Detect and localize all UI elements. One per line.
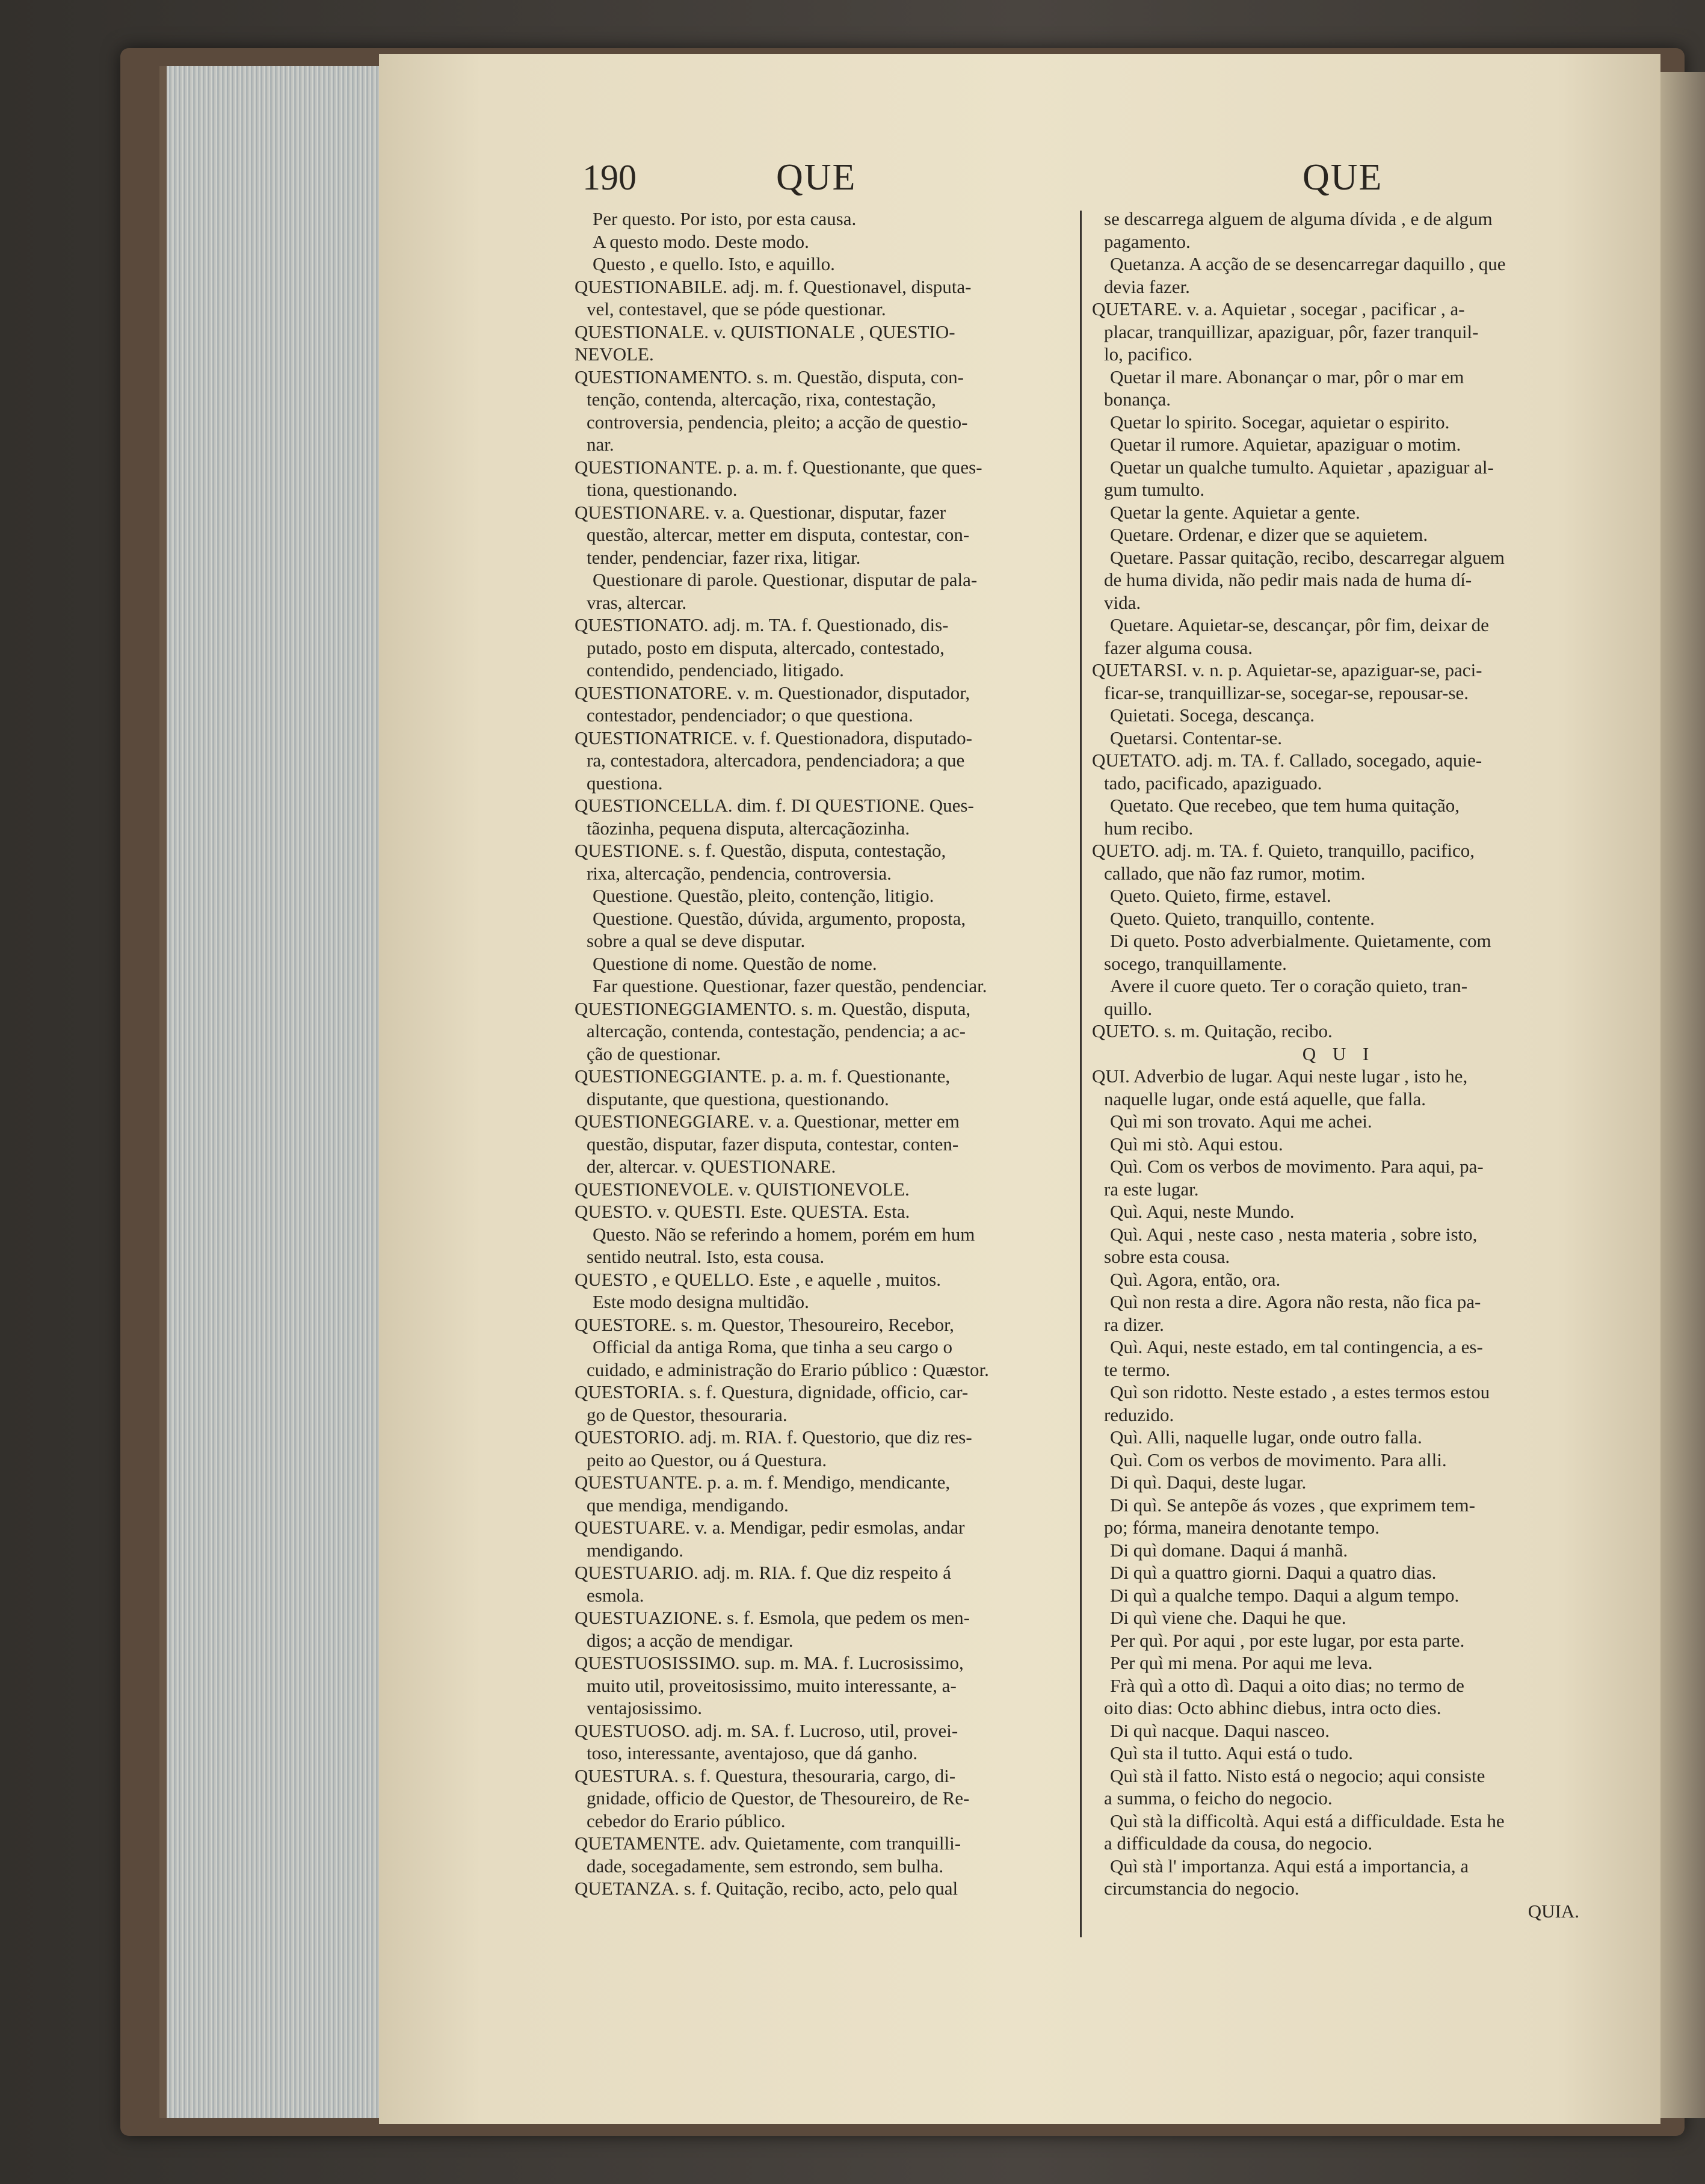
- entry-line: hum recibo.: [1104, 817, 1194, 839]
- entry-line: QUESTIONATO. adj. m. TA. f. Questionado, dis-: [575, 614, 949, 635]
- page-edges: [159, 66, 395, 2118]
- entry-line: Quetare. Aquietar-se, descançar, pôr fim, deixar de: [1110, 614, 1489, 635]
- entry-line: Di quì viene che. Daqui he que.: [1110, 1607, 1346, 1628]
- entry-line: QUETATO. adj. m. TA. f. Callado, socegado, aquie-: [1092, 750, 1482, 771]
- entry-line: callado, que não faz rumor, motim.: [1104, 862, 1366, 884]
- entry-line: QUESTIONAMENTO. s. m. Questão, disputa, con-: [575, 366, 964, 387]
- entry-line: Questionare di parole. Questionar, disputar de pala-: [593, 569, 978, 590]
- entry-line: QUETARSI. v. n. p. Aquietar-se, apaziguar-se, paci-: [1092, 659, 1482, 680]
- entry-line: tiona, questionando.: [587, 479, 738, 500]
- entry-line: Quì. Com os verbos de movimento. Para alli.: [1110, 1449, 1447, 1470]
- entry-line: QUIA.: [1528, 1900, 1579, 1922]
- entry-line: Di quì a quattro giorni. Daqui a quatro dias.: [1110, 1562, 1437, 1583]
- entry-line: QUESTIONABILE. adj. m. f. Questionavel, disputa-: [575, 276, 972, 297]
- entry-line: Quetanza. A acção de se desencarregar daquillo , que: [1110, 253, 1506, 274]
- entry-line: Questo , e quello. Isto, e aquillo.: [593, 253, 835, 274]
- entry-line: Per quì mi mena. Por aqui me leva.: [1110, 1652, 1373, 1673]
- entry-line: Quetare. Ordenar, e dizer que se aquietem.: [1110, 524, 1428, 545]
- entry-line: QUETANZA. s. f. Quitação, recibo, acto, pelo qual: [575, 1878, 958, 1899]
- entry-line: placar, tranquillizar, apaziguar, pôr, fazer tranquil-: [1104, 321, 1479, 342]
- entry-line: gnidade, officio de Questor, de Thesoureiro, de Re-: [587, 1788, 970, 1809]
- entry-line: Quì. Agora, então, ora.: [1110, 1268, 1281, 1290]
- page-number: 190: [582, 158, 637, 197]
- entry-line: Di quì nacque. Daqui nasceo.: [1110, 1720, 1330, 1741]
- entry-line: QUESTORIO. adj. m. RIA. f. Questorio, que diz res-: [575, 1427, 972, 1448]
- entry-line: Q U I: [1302, 1043, 1375, 1064]
- entry-line: ra dizer.: [1104, 1313, 1164, 1335]
- entry-line: cuidado, e administração do Erario público : Quæstor.: [587, 1359, 989, 1380]
- entry-line: Quì mi son trovato. Aqui me achei.: [1110, 1111, 1372, 1132]
- entry-line: mendigando.: [587, 1539, 683, 1561]
- entry-line: circumstancia do negocio.: [1104, 1878, 1300, 1899]
- entry-line: QUESTUAZIONE. s. f. Esmola, que pedem os men-: [575, 1607, 970, 1628]
- entry-line: contendido, pendenciado, litigado.: [587, 659, 844, 680]
- entry-line: digos; a acção de mendigar.: [587, 1629, 794, 1651]
- entry-line: quillo.: [1104, 998, 1153, 1019]
- entry-line: tender, pendenciar, fazer rixa, litigar.: [587, 546, 861, 568]
- column-divider: [1080, 211, 1082, 1937]
- entry-line: Questione di nome. Questão de nome.: [593, 952, 877, 974]
- entry-line: Quì. Com os verbos de movimento. Para aqui, pa-: [1110, 1156, 1484, 1177]
- entry-line: QUESTURA. s. f. Questura, thesouraria, cargo, di-: [575, 1765, 956, 1786]
- entry-line: Avere il cuore queto. Ter o coração quieto, tran-: [1110, 975, 1468, 996]
- entry-line: tãozinha, pequena disputa, altercaçãozinha.: [587, 817, 910, 839]
- entry-line: QUESTIONCELLA. dim. f. DI QUESTIONE. Ques-: [575, 795, 974, 816]
- entry-line: gum tumulto.: [1104, 479, 1205, 500]
- entry-line: Quietati. Socega, descança.: [1110, 705, 1315, 726]
- entry-line: Quì. Aqui, neste estado, em tal contingencia, a es-: [1110, 1336, 1483, 1357]
- entry-line: Per quì. Por aqui , por este lugar, por esta parte.: [1110, 1629, 1465, 1651]
- entry-line: te termo.: [1104, 1359, 1171, 1380]
- entry-line: Quì mi stò. Aqui estou.: [1110, 1133, 1283, 1155]
- entry-line: de huma divida, não pedir mais nada de huma dí-: [1104, 569, 1472, 590]
- entry-line: devia fazer.: [1104, 276, 1190, 297]
- entry-line: fazer alguma cousa.: [1104, 637, 1253, 658]
- entry-line: a summa, o feicho do negocio.: [1104, 1788, 1333, 1809]
- entry-line: controversia, pendencia, pleito; a acção de questio-: [587, 411, 968, 433]
- right-column: [1092, 208, 1585, 1922]
- entry-line: Quì son ridotto. Neste estado , a estes termos estou: [1110, 1381, 1490, 1402]
- entry-line: esmola.: [587, 1584, 644, 1606]
- entry-line: Quì stà il fatto. Nisto está o negocio; aqui consiste: [1110, 1765, 1485, 1786]
- entry-line: questão, disputar, fazer disputa, contestar, conten-: [587, 1133, 959, 1155]
- entry-line: toso, interessante, aventajoso, que dá ganho.: [587, 1742, 918, 1763]
- entry-line: QUESTORE. s. m. Questor, Thesoureiro, Recebor,: [575, 1313, 954, 1335]
- entry-line: ficar-se, tranquillizar-se, socegar-se, repousar-se.: [1104, 682, 1469, 703]
- entry-line: vida.: [1104, 591, 1141, 613]
- facing-page-edge: [1660, 72, 1705, 2118]
- entry-line: altercação, contenda, contestação, pendencia; a ac-: [587, 1020, 966, 1041]
- entry-line: reduzido.: [1104, 1404, 1174, 1425]
- entry-line: der, altercar. v. QUESTIONARE.: [587, 1156, 836, 1177]
- entry-line: Questo. Não se referindo a homem, porém em hum: [593, 1223, 975, 1245]
- entry-line: socego, tranquillamente.: [1104, 952, 1287, 974]
- entry-line: vel, contestavel, que se póde questionar.: [587, 298, 886, 319]
- entry-line: QUESTO. v. QUESTI. Este. QUESTA. Esta.: [575, 1201, 910, 1222]
- entry-line: QUESTIONATRICE. v. f. Questionadora, disputado-: [575, 727, 972, 748]
- entry-line: Quì. Aqui, neste Mundo.: [1110, 1201, 1295, 1222]
- entry-line: sobre a qual se deve disputar.: [587, 930, 806, 951]
- entry-line: Official da antiga Roma, que tinha a seu cargo o: [593, 1336, 952, 1357]
- entry-line: tenção, contenda, altercação, rixa, contestação,: [587, 389, 936, 410]
- entry-line: Per questo. Por isto, por esta causa.: [593, 208, 857, 229]
- entry-line: QUESTUOSISSIMO. sup. m. MA. f. Lucrosissimo,: [575, 1652, 964, 1673]
- entry-line: dade, socegadamente, sem estrondo, sem bulha.: [587, 1855, 944, 1877]
- entry-line: QUESTUANTE. p. a. m. f. Mendigo, mendicante,: [575, 1472, 951, 1493]
- entry-line: po; fórma, maneira denotante tempo.: [1104, 1517, 1380, 1538]
- entry-line: sobre esta cousa.: [1104, 1246, 1230, 1267]
- entry-line: que mendiga, mendigando.: [587, 1494, 789, 1516]
- entry-line: Quetar lo spirito. Socegar, aquietar o espirito.: [1110, 411, 1450, 433]
- entry-line: QUESTORIA. s. f. Questura, dignidade, officio, car-: [575, 1381, 969, 1402]
- entry-line: Questione. Questão, pleito, contenção, litigio.: [593, 885, 934, 906]
- entry-line: Di quì. Se antepõe ás vozes , que exprimem tem-: [1110, 1494, 1475, 1516]
- entry-line: Di quì domane. Daqui á manhã.: [1110, 1539, 1348, 1561]
- entry-line: ra, contestadora, altercadora, pendenciadora; a que: [587, 750, 965, 771]
- entry-line: Quetar il rumore. Aquietar, apaziguar o motim.: [1110, 434, 1461, 455]
- entry-line: QUESTO , e QUELLO. Este , e aquelle , muitos.: [575, 1268, 941, 1290]
- entry-line: QUESTIONATORE. v. m. Questionador, disputador,: [575, 682, 970, 703]
- entry-line: QUETAMENTE. adv. Quietamente, com tranquilli-: [575, 1833, 961, 1854]
- entry-line: QUESTIONEGGIAMENTO. s. m. Questão, disputa,: [575, 998, 971, 1019]
- entry-line: naquelle lugar, onde está aquelle, que falla.: [1104, 1088, 1426, 1109]
- entry-line: Quetato. Que recebeo, que tem huma quitação,: [1110, 795, 1460, 816]
- entry-line: peito ao Questor, ou á Questura.: [587, 1449, 827, 1470]
- running-head-left: QUE: [776, 157, 857, 198]
- entry-line: QUESTUARIO. adj. m. RIA. f. Que diz respeito á: [575, 1562, 951, 1583]
- entry-line: muito util, proveitosissimo, muito interessante, a-: [587, 1674, 957, 1696]
- entry-line: Quì sta il tutto. Aqui está o tudo.: [1110, 1742, 1353, 1763]
- entry-line: Quì stà la difficoltà. Aqui está a difficuldade. Esta he: [1110, 1810, 1505, 1831]
- entry-line: QUETO. adj. m. TA. f. Quieto, tranquillo, pacifico,: [1092, 840, 1475, 861]
- entry-line: NEVOLE.: [575, 344, 654, 365]
- entry-line: QUESTIONANTE. p. a. m. f. Questionante, que ques-: [575, 456, 982, 478]
- entry-line: rixa, altercação, pendencia, controversia.: [587, 862, 892, 884]
- entry-line: QUETO. s. m. Quitação, recibo.: [1092, 1020, 1333, 1041]
- entry-line: questiona.: [587, 772, 663, 794]
- entry-line: QUESTUOSO. adj. m. SA. f. Lucroso, util, provei-: [575, 1720, 958, 1741]
- entry-line: QUESTIONEGGIARE. v. a. Questionar, metter em: [575, 1111, 960, 1132]
- entry-line: vras, altercar.: [587, 591, 687, 613]
- entry-line: Este modo designa multidão.: [593, 1291, 809, 1312]
- entry-line: Di quì a qualche tempo. Daqui a algum tempo.: [1110, 1584, 1460, 1606]
- entry-line: Quetar un qualche tumulto. Aquietar , apaziguar al-: [1110, 456, 1494, 478]
- entry-line: QUESTUARE. v. a. Mendigar, pedir esmolas, andar: [575, 1517, 965, 1538]
- entry-line: Di queto. Posto adverbialmente. Quietamente, com: [1110, 930, 1491, 951]
- entry-line: Quì non resta a dire. Agora não resta, não fica pa-: [1110, 1291, 1481, 1312]
- entry-line: QUI. Adverbio de lugar. Aqui neste lugar , isto he,: [1092, 1066, 1468, 1087]
- entry-line: Frà quì a otto dì. Daqui a oito dias; no termo de: [1110, 1674, 1464, 1696]
- entry-line: ção de questionar.: [587, 1043, 721, 1064]
- entry-line: go de Questor, thesouraria.: [587, 1404, 788, 1425]
- entry-line: A questo modo. Deste modo.: [593, 230, 809, 252]
- entry-line: QUESTIONE. s. f. Questão, disputa, contestação,: [575, 840, 946, 861]
- entry-line: QUESTIONARE. v. a. Questionar, disputar, fazer: [575, 501, 946, 523]
- entry-line: contestador, pendenciador; o que questiona.: [587, 705, 913, 726]
- entry-line: bonança.: [1104, 389, 1171, 410]
- entry-line: a difficuldade da cousa, do negocio.: [1104, 1833, 1373, 1854]
- entry-line: Quetar la gente. Aquietar a gente.: [1110, 501, 1360, 523]
- entry-line: tado, pacificado, apaziguado.: [1104, 772, 1322, 794]
- entry-line: Quetare. Passar quitação, recibo, descarregar alguem: [1110, 546, 1505, 568]
- entry-line: Quì. Alli, naquelle lugar, onde outro falla.: [1110, 1427, 1422, 1448]
- entry-line: Quì stà l' importanza. Aqui está a importancia, a: [1110, 1855, 1469, 1877]
- entry-line: disputante, que questiona, questionando.: [587, 1088, 889, 1109]
- entry-line: cebedor do Erario público.: [587, 1810, 786, 1831]
- entry-line: questão, altercar, metter em disputa, contestar, con-: [587, 524, 970, 545]
- entry-line: nar.: [587, 434, 614, 455]
- entry-line: Quetarsi. Contentar-se.: [1110, 727, 1283, 748]
- entry-line: QUETARE. v. a. Aquietar , socegar , pacificar , a-: [1092, 298, 1465, 319]
- entry-line: ra este lugar.: [1104, 1178, 1199, 1200]
- entry-line: Quì. Aqui , neste caso , nesta materia , sobre isto,: [1110, 1223, 1478, 1245]
- entry-line: lo, pacifico.: [1104, 344, 1193, 365]
- entry-line: Quetar il mare. Abonançar o mar, pôr o mar em: [1110, 366, 1464, 387]
- entry-line: Far questione. Questionar, fazer questão, pendenciar.: [593, 975, 987, 996]
- left-column: [575, 208, 1074, 1900]
- entry-line: ventajosissimo.: [587, 1697, 703, 1718]
- entry-line: putado, posto em disputa, altercado, contestado,: [587, 637, 945, 658]
- entry-line: QUESTIONALE. v. QUISTIONALE , QUESTIO-: [575, 321, 955, 342]
- entry-line: se descarrega alguem de alguma dívida , e de algum: [1104, 208, 1493, 229]
- entry-line: Queto. Quieto, tranquillo, contente.: [1110, 907, 1375, 929]
- entry-line: sentido neutral. Isto, esta cousa.: [587, 1246, 825, 1267]
- entry-line: QUESTIONEGGIANTE. p. a. m. f. Questionante,: [575, 1066, 951, 1087]
- entry-line: Queto. Quieto, firme, estavel.: [1110, 885, 1331, 906]
- entry-line: pagamento.: [1104, 230, 1191, 252]
- entry-line: QUESTIONEVOLE. v. QUISTIONEVOLE.: [575, 1178, 910, 1200]
- entry-line: Di quì. Daqui, deste lugar.: [1110, 1472, 1307, 1493]
- entry-line: Questione. Questão, dúvida, argumento, proposta,: [593, 907, 966, 929]
- running-head-right: QUE: [1303, 157, 1383, 198]
- entry-line: oito dias: Octo abhinc diebus, intra octo dies.: [1104, 1697, 1441, 1718]
